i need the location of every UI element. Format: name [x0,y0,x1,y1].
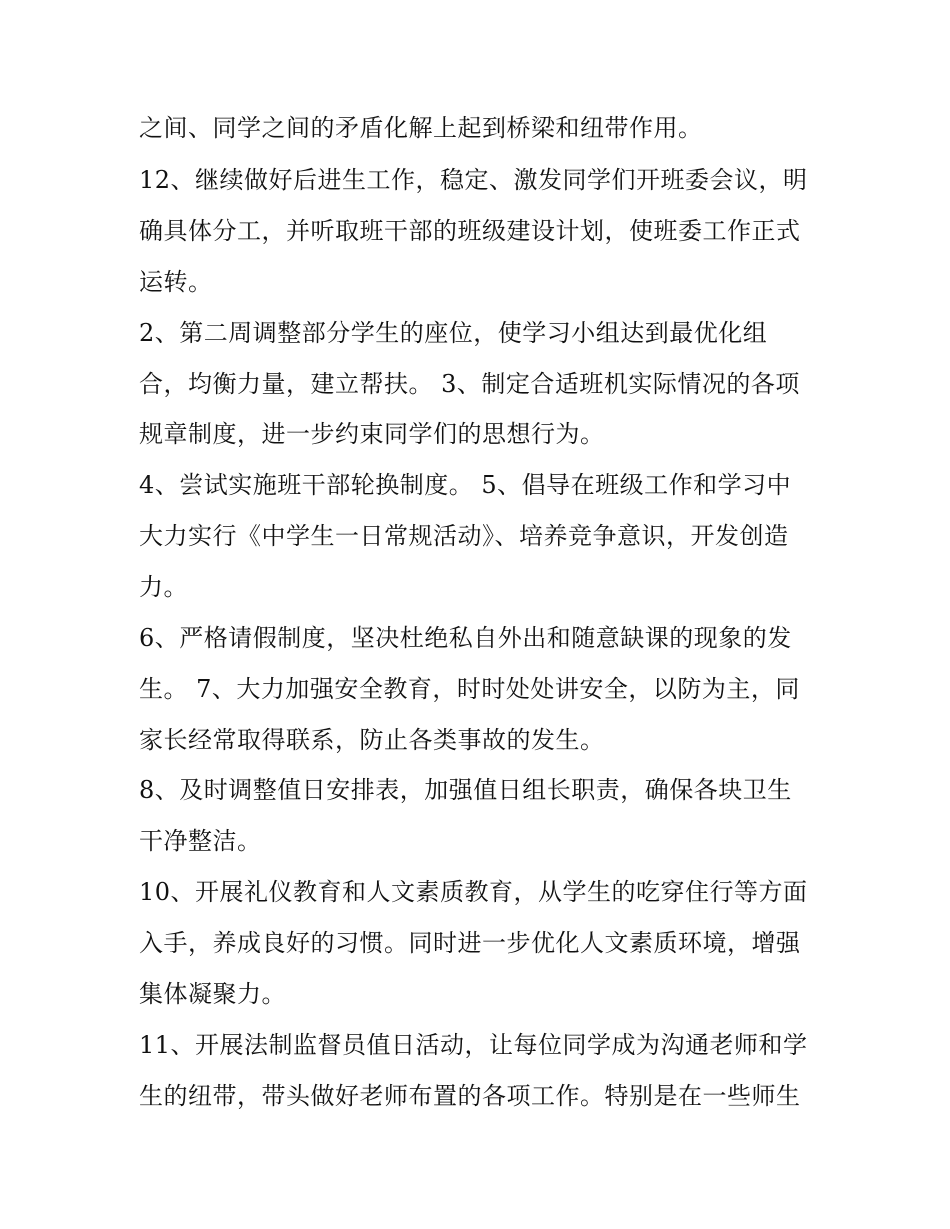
text-line: 4、尝试实施班干部轮换制度。 5、倡导在班级工作和学习中 [139,471,792,499]
text-line: 确具体分工，并听取班干部的班级建设计划，使班委工作正式 [139,217,801,245]
text-line: 大力实行《中学生一日常规活动》、培养竞争意识，开发创造 [139,522,789,550]
text-line: 生的纽带，带头做好老师布置的各项工作。特别是在一些师生 [139,1082,801,1110]
text-line: 合，均衡力量，建立帮扶。 3、制定合适班机实际情况的各项 [139,370,800,398]
text-line: 干净整洁。 [139,827,262,855]
text-line: 入手，养成良好的习惯。同时进一步优化人文素质环境，增强 [139,929,801,957]
text-line: 11、开展法制监督员值日活动，让每位同学成为沟通老师和学 [139,1031,808,1059]
text-line: 生。 7、大力加强安全教育，时时处处讲安全，以防为主，同 [139,675,800,703]
text-line: 集体凝聚力。 [139,980,286,1008]
text-line: 6、严格请假制度，坚决杜绝私自外出和随意缺课的现象的发 [139,624,792,652]
text-line: 12、继续做好后进生工作，稳定、激发同学们开班委会议，明 [139,166,808,194]
text-line: 之间、同学之间的矛盾化解上起到桥梁和纽带作用。 [139,114,703,142]
text-line: 家长经常取得联系，防止各类事故的发生。 [139,726,605,754]
text-line: 2、第二周调整部分学生的座位，使学习小组达到最优化组 [139,319,768,347]
text-line: 8、及时调整值日安排表，加强值日组长职责，确保各块卫生 [139,776,792,804]
text-line: 规章制度，进一步约束同学们的思想行为。 [139,420,605,448]
text-line: 10、开展礼仪教育和人文素质教育，从学生的吃穿住行等方面 [139,878,808,906]
text-line: 力。 [139,573,188,601]
text-line: 运转。 [139,268,213,296]
